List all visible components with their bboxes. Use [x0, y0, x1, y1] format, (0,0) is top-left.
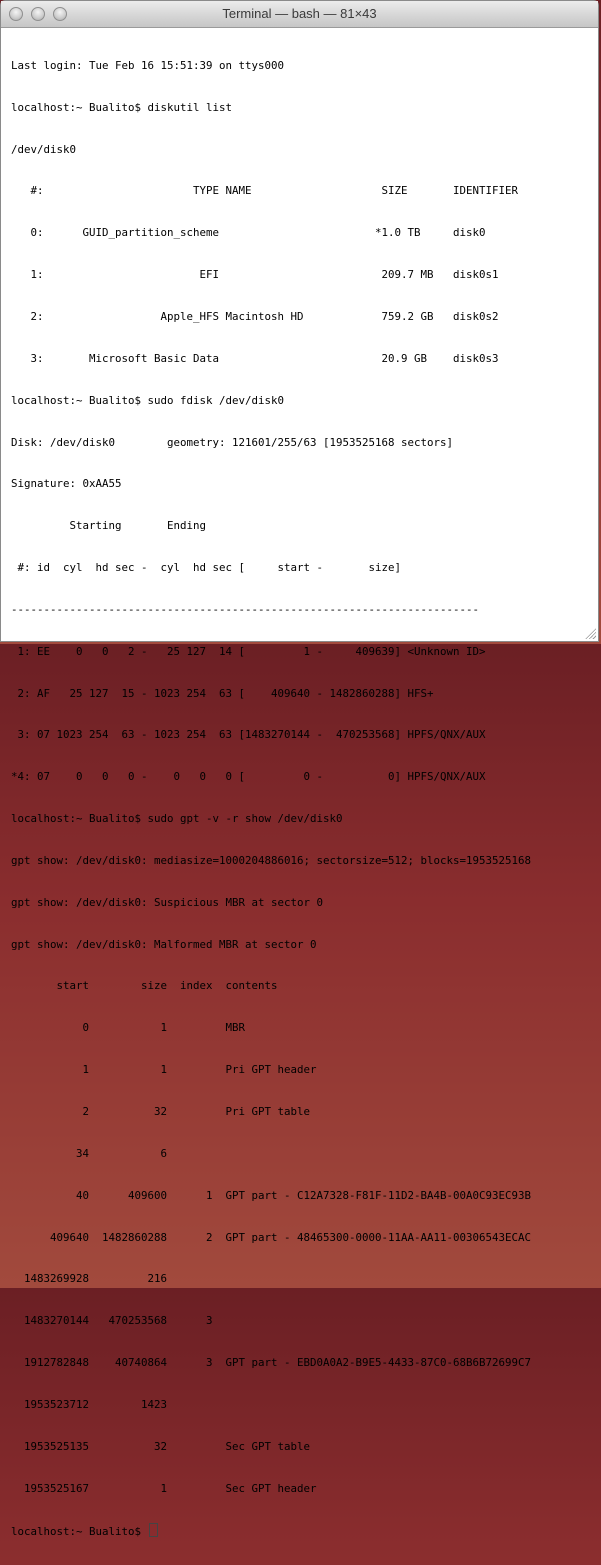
terminal-output[interactable]: [1, 28, 598, 1565]
terminal-line: Signature: 0xAA55: [11, 477, 122, 491]
terminal-line: start size index contents: [11, 979, 278, 993]
terminal-line: gpt show: /dev/disk0: Suspicious MBR at sector 0: [11, 895, 324, 909]
terminal-line: 1953525135 32 Sec GPT table: [11, 1439, 311, 1453]
window-title: Terminal — bash — 81×43: [222, 6, 377, 21]
terminal-line: localhost:~ Bualito$ sudo gpt -v -r show /dev/disk0: [11, 812, 343, 826]
text-cursor: [149, 1523, 158, 1537]
terminal-line: /dev/disk0: [11, 142, 77, 156]
terminal-line: 1912782848 40740864 3 GPT part - EBD0A0A2-B9E5-4433-87C0-68B6B72699C7: [11, 1356, 532, 1370]
terminal-line: 1 1 Pri GPT header: [11, 1063, 317, 1077]
terminal-line: #: TYPE NAME SIZE IDENTIFIER: [11, 184, 519, 198]
terminal-line: ------------------------------------------------------------------------: [11, 602, 480, 616]
terminal-line: 34 6: [11, 1146, 168, 1160]
terminal-line: Disk: /dev/disk0 geometry: 121601/255/63 [1953525168 sectors]: [11, 435, 454, 449]
terminal-line: localhost:~ Bualito$ sudo fdisk /dev/disk0: [11, 393, 285, 407]
terminal-line: 2 32 Pri GPT table: [11, 1105, 311, 1118]
terminal-line: Last login: Tue Feb 16 15:51:39 on ttys000: [11, 58, 285, 72]
terminal-line: 409640 1482860288 2 GPT part - 48465300-0000-11AA-AA11-00306543ECAC: [11, 1230, 532, 1244]
resize-grip-icon[interactable]: [584, 627, 596, 639]
terminal-line: #: id cyl hd sec - cyl hd sec [ start - size]: [11, 561, 402, 575]
terminal-line: 1483269928 216: [11, 1272, 168, 1286]
command-prompt-line[interactable]: [11, 1523, 598, 1537]
terminal-line: 3: 07 1023 254 63 - 1023 254 63 [1483270144 - 470253568] HPFS/QNX/AUX: [11, 728, 486, 742]
terminal-line: *4: 07 0 0 0 - 0 0 0 [ 0 - 0] HPFS/QNX/AUX: [11, 770, 486, 784]
terminal-line: 2: AF 25 127 15 - 1023 254 63 [ 409640 - 1482860288] HFS+: [11, 686, 434, 700]
terminal-line: gpt show: /dev/disk0: mediasize=1000204886016; sectorsize=512; blocks=1953525168: [11, 853, 532, 867]
terminal-line: 2: Apple_HFS Macintosh HD 759.2 GB disk0s2: [11, 309, 499, 323]
terminal-line: gpt show: /dev/disk0: Malformed MBR at sector 0: [11, 937, 317, 951]
terminal-line: 3: Microsoft Basic Data 20.9 GB disk0s3: [11, 351, 499, 365]
terminal-line: 1953523712 1423: [11, 1397, 168, 1411]
terminal-line: 0 1 MBR: [11, 1021, 246, 1035]
terminal-line: 40 409600 1 GPT part - C12A7328-F81F-11D2-BA4B-00A0C93EC93B: [11, 1188, 532, 1202]
terminal-line: 0: GUID_partition_scheme *1.0 TB disk0: [11, 226, 486, 240]
terminal-line: 1: EE 0 0 2 - 25 127 14 [ 1 - 409639] <Unknown ID>: [11, 644, 486, 658]
terminal-line: localhost:~ Bualito$ diskutil list: [11, 100, 233, 114]
terminal-line: 1953525167 1 Sec GPT header: [11, 1481, 317, 1495]
terminal-line: Starting Ending: [11, 519, 207, 533]
terminal-line: 1483270144 470253568 3: [11, 1314, 213, 1328]
title-bar[interactable]: [1, 1, 598, 28]
terminal-line: 1: EFI 209.7 MB disk0s1: [11, 268, 499, 282]
shell-prompt: localhost:~ Bualito$: [11, 1525, 148, 1539]
